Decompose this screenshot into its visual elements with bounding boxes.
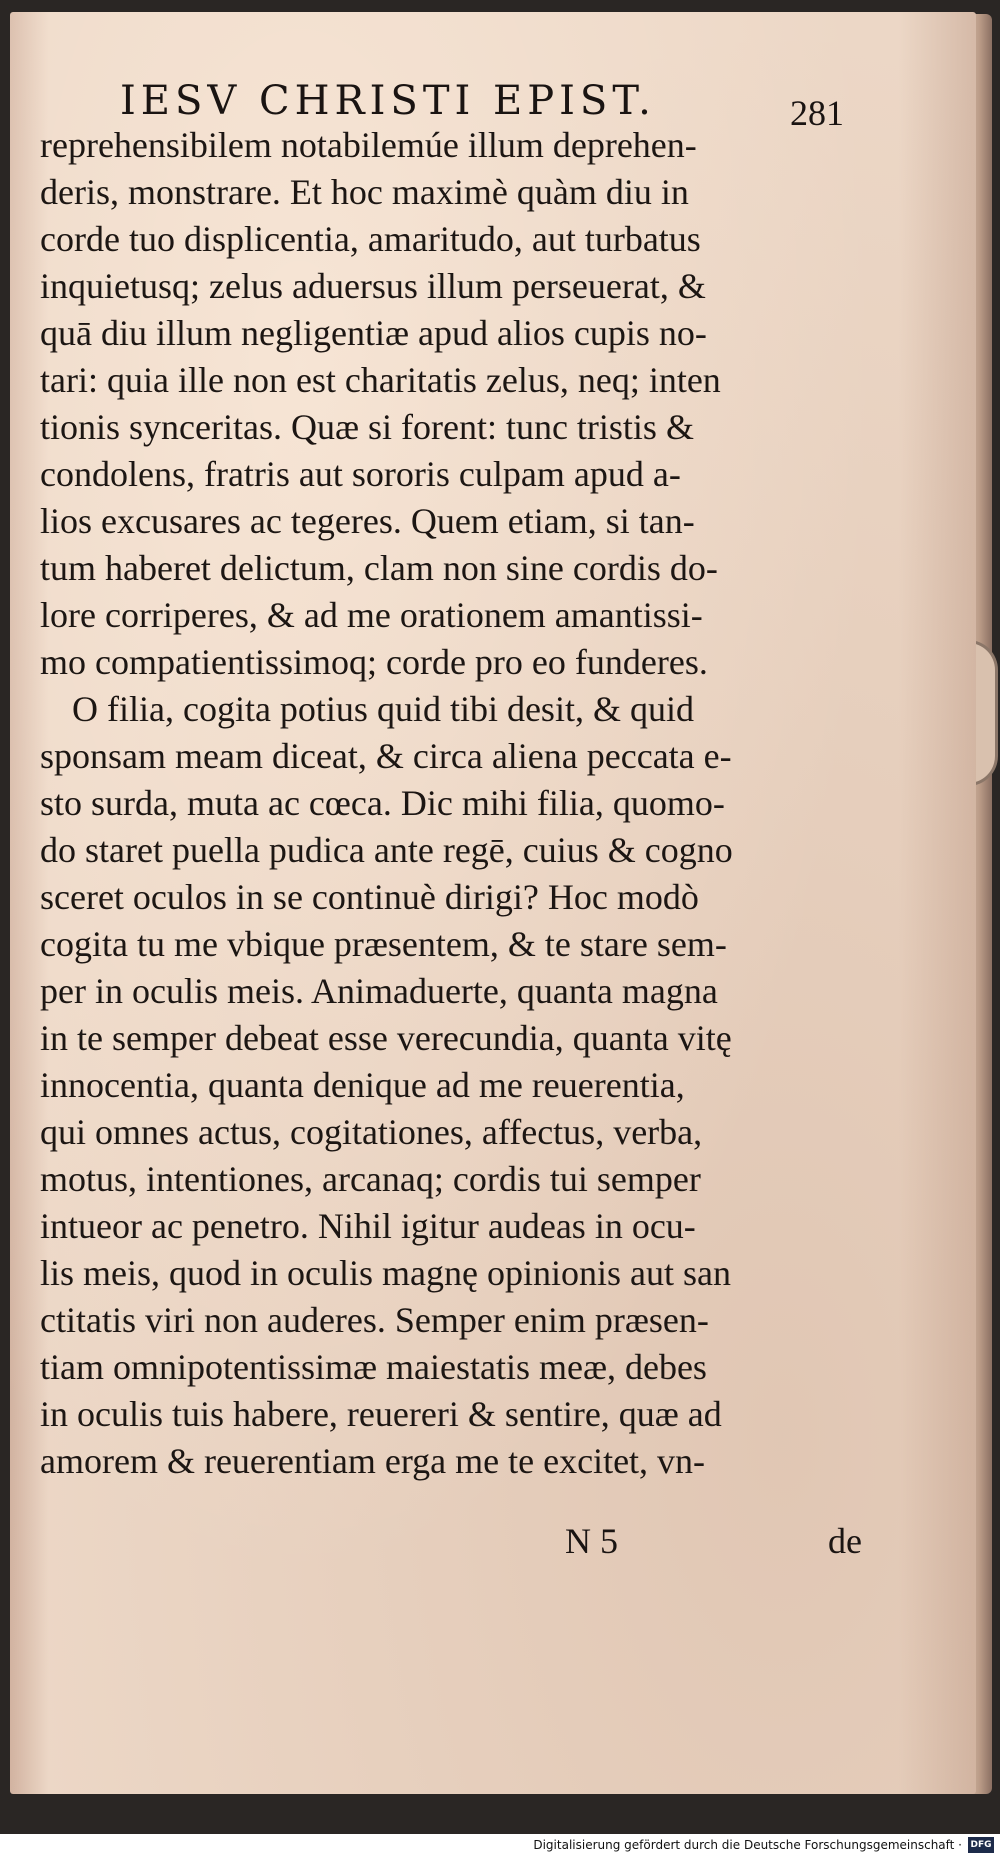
- text-line: motus, intentiones, arcanaq; cordis tui semper: [40, 1159, 701, 1199]
- text-line: deris, monstrare. Et hoc maximè quàm diu in: [40, 172, 689, 212]
- text-line: innocentia, quanta denique ad me reuerentia,: [40, 1065, 685, 1105]
- text-line: O filia, cogita potius quid tibi desit, & quid: [72, 689, 694, 729]
- running-title: IESV CHRISTI EPIST.: [120, 78, 656, 124]
- text-line: do staret puella pudica ante regē, cuius & cogno: [40, 830, 733, 870]
- text-line: in te semper debeat esse verecundia, quanta vitę: [40, 1018, 732, 1058]
- text-line: lis meis, quod in oculis magnę opinionis aut san: [40, 1253, 731, 1293]
- text-line: qui omnes actus, cogitationes, affectus, verba,: [40, 1112, 703, 1152]
- funding-credit: Digitalisierung gefördert durch die Deutsche Forschungsgemeinschaft ·: [533, 1838, 962, 1852]
- dfg-logo-icon: DFG: [968, 1837, 994, 1853]
- text-line: cogita tu me vbique præsentem, & te stare sem-: [40, 924, 727, 964]
- signature-mark: N 5: [565, 1521, 618, 1561]
- text-line: intueor ac penetro. Nihil igitur audeas in ocu-: [40, 1206, 696, 1246]
- text-line: reprehensibilem notabilemúe illum deprehen-: [40, 125, 697, 165]
- text-line: ctitatis viri non auderes. Semper enim præsen-: [40, 1300, 709, 1340]
- body-text: [40, 122, 890, 1485]
- text-line: inquietusq; zelus aduersus illum perseuerat, &: [40, 266, 706, 306]
- text-line: sponsam meam diceat, & circa aliena peccata e-: [40, 736, 732, 776]
- page-number: 281: [790, 93, 844, 133]
- text-line: lore corriperes, & ad me orationem amantissi-: [40, 595, 703, 635]
- text-line: corde tuo displicentia, amaritudo, aut turbatus: [40, 219, 701, 259]
- text-line: per in oculis meis. Animaduerte, quanta magna: [40, 971, 718, 1011]
- text-line: amorem & reuerentiam erga me te excitet, vn-: [40, 1441, 706, 1481]
- text-line: tionis synceritas. Quæ si forent: tunc tristis &: [40, 407, 694, 447]
- text-line: tiam omnipotentissimæ maiestatis meæ, debes: [40, 1347, 707, 1387]
- text-line: in oculis tuis habere, reuereri & sentire, quæ ad: [40, 1394, 722, 1434]
- text-line: tum haberet delictum, clam non sine cordis do-: [40, 548, 718, 588]
- text-line: tari: quia ille non est charitatis zelus, neq; inten: [40, 360, 721, 400]
- text-line: lios excusares ac tegeres. Quem etiam, si tan-: [40, 501, 695, 541]
- text-line: sto surda, muta ac cœca. Dic mihi filia, quomo-: [40, 783, 725, 823]
- catchword: de: [828, 1521, 862, 1561]
- text-line: mo compatientissimoq; corde pro eo funderes.: [40, 642, 708, 682]
- text-line: quā diu illum negligentiæ apud alios cupis no-: [40, 313, 707, 353]
- text-line: sceret oculos in se continuè dirigi? Hoc modò: [40, 877, 699, 917]
- text-line: condolens, fratris aut sororis culpam apud a-: [40, 454, 681, 494]
